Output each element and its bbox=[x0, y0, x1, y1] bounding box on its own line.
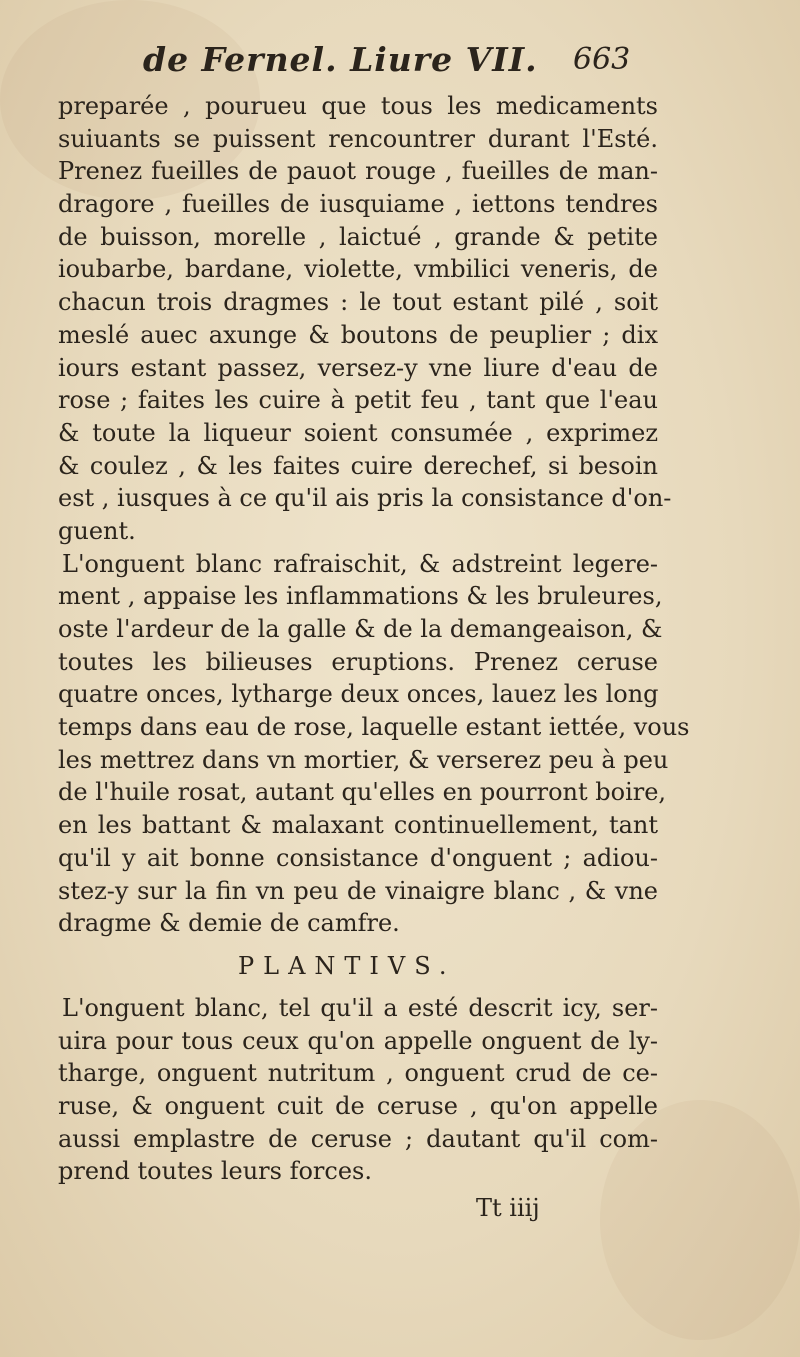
text-line: est , iusques à ce qu'il ais pris la consistance d'on- bbox=[58, 484, 672, 513]
text-line: & coulez , & les faites cuire derechef, si besoin bbox=[58, 451, 658, 480]
text-line: dragme & demie de camfre. bbox=[58, 909, 400, 938]
text-line: temps dans eau de rose, laquelle estant iettée, vous bbox=[58, 713, 690, 742]
text-line: guent. bbox=[58, 516, 136, 545]
text-line: iours estant passez, versez-y vne liure d'eau de bbox=[58, 353, 658, 382]
text-line: quatre onces, lytharge deux onces, lauez les long bbox=[58, 680, 659, 709]
signature-mark: Tt iiij bbox=[476, 1194, 540, 1222]
text-line: Prenez fueilles de pauot rouge , fueilles de man- bbox=[58, 157, 658, 186]
section-heading: PLANTIVS. bbox=[238, 951, 456, 980]
text-line: les mettrez dans vn mortier, & verserez peu à peu bbox=[58, 745, 669, 774]
text-line: en les battant & malaxant continuellement, tant bbox=[58, 811, 658, 840]
paragraph-start: L'onguent blanc rafraischit, & adstreint legere- bbox=[62, 549, 658, 578]
page-header bbox=[135, 40, 665, 90]
text-line: qu'il y ait bonne consistance d'onguent ; adiou- bbox=[58, 843, 658, 872]
text-line: de l'huile rosat, autant qu'elles en pourront boire, bbox=[58, 778, 667, 807]
text-line: chacun trois dragmes : le tout estant pilé , soit bbox=[58, 288, 658, 317]
text-line: stez-y sur la fin vn peu de vinaigre blanc , & vne bbox=[58, 876, 658, 905]
text-line: dragore , fueilles de iusquiame , iettons tendres bbox=[58, 190, 658, 219]
text-line: de buisson, morelle , laictué , grande & petite bbox=[58, 222, 658, 251]
text-line: suiuants se puissent rencountrer durant l'Esté. bbox=[58, 124, 658, 153]
text-line: ioubarbe, bardane, violette, vmbilici veneris, de bbox=[58, 255, 658, 284]
text-line: toutes les bilieuses eruptions. Prenez ceruse bbox=[58, 647, 658, 676]
running-title: de Fernel. Liure VII. bbox=[143, 40, 538, 79]
page-number: 663 bbox=[573, 42, 631, 77]
paragraph-start: L'onguent blanc, tel qu'il a esté descrit icy, ser- bbox=[62, 993, 658, 1022]
text-line: & toute la liqueur soient consumée , exprimez bbox=[58, 418, 658, 447]
text-line: rose ; faites les cuire à petit feu , tant que l'eau bbox=[58, 386, 658, 415]
text-line: preparée , pourueu que tous les medicaments bbox=[58, 92, 658, 120]
text-line: meslé auec axunge & boutons de peuplier ; dix bbox=[58, 320, 658, 349]
text-line: oste l'ardeur de la galle & de la demangeaison, & bbox=[58, 615, 663, 643]
text-line: ruse, & onguent cuit de ceruse , qu'on appelle bbox=[58, 1091, 658, 1120]
text-line: prend toutes leurs forces. bbox=[58, 1157, 372, 1186]
text-line: aussi emplastre de ceruse ; dautant qu'il com- bbox=[58, 1124, 658, 1153]
text-line: tharge, onguent nutritum , onguent crud de ce- bbox=[58, 1059, 658, 1088]
text-line: ment , appaise les inflammations & les bruleures, bbox=[58, 582, 663, 611]
text-line: uira pour tous ceux qu'on appelle onguent de ly- bbox=[58, 1026, 658, 1055]
body-text bbox=[58, 90, 690, 1228]
